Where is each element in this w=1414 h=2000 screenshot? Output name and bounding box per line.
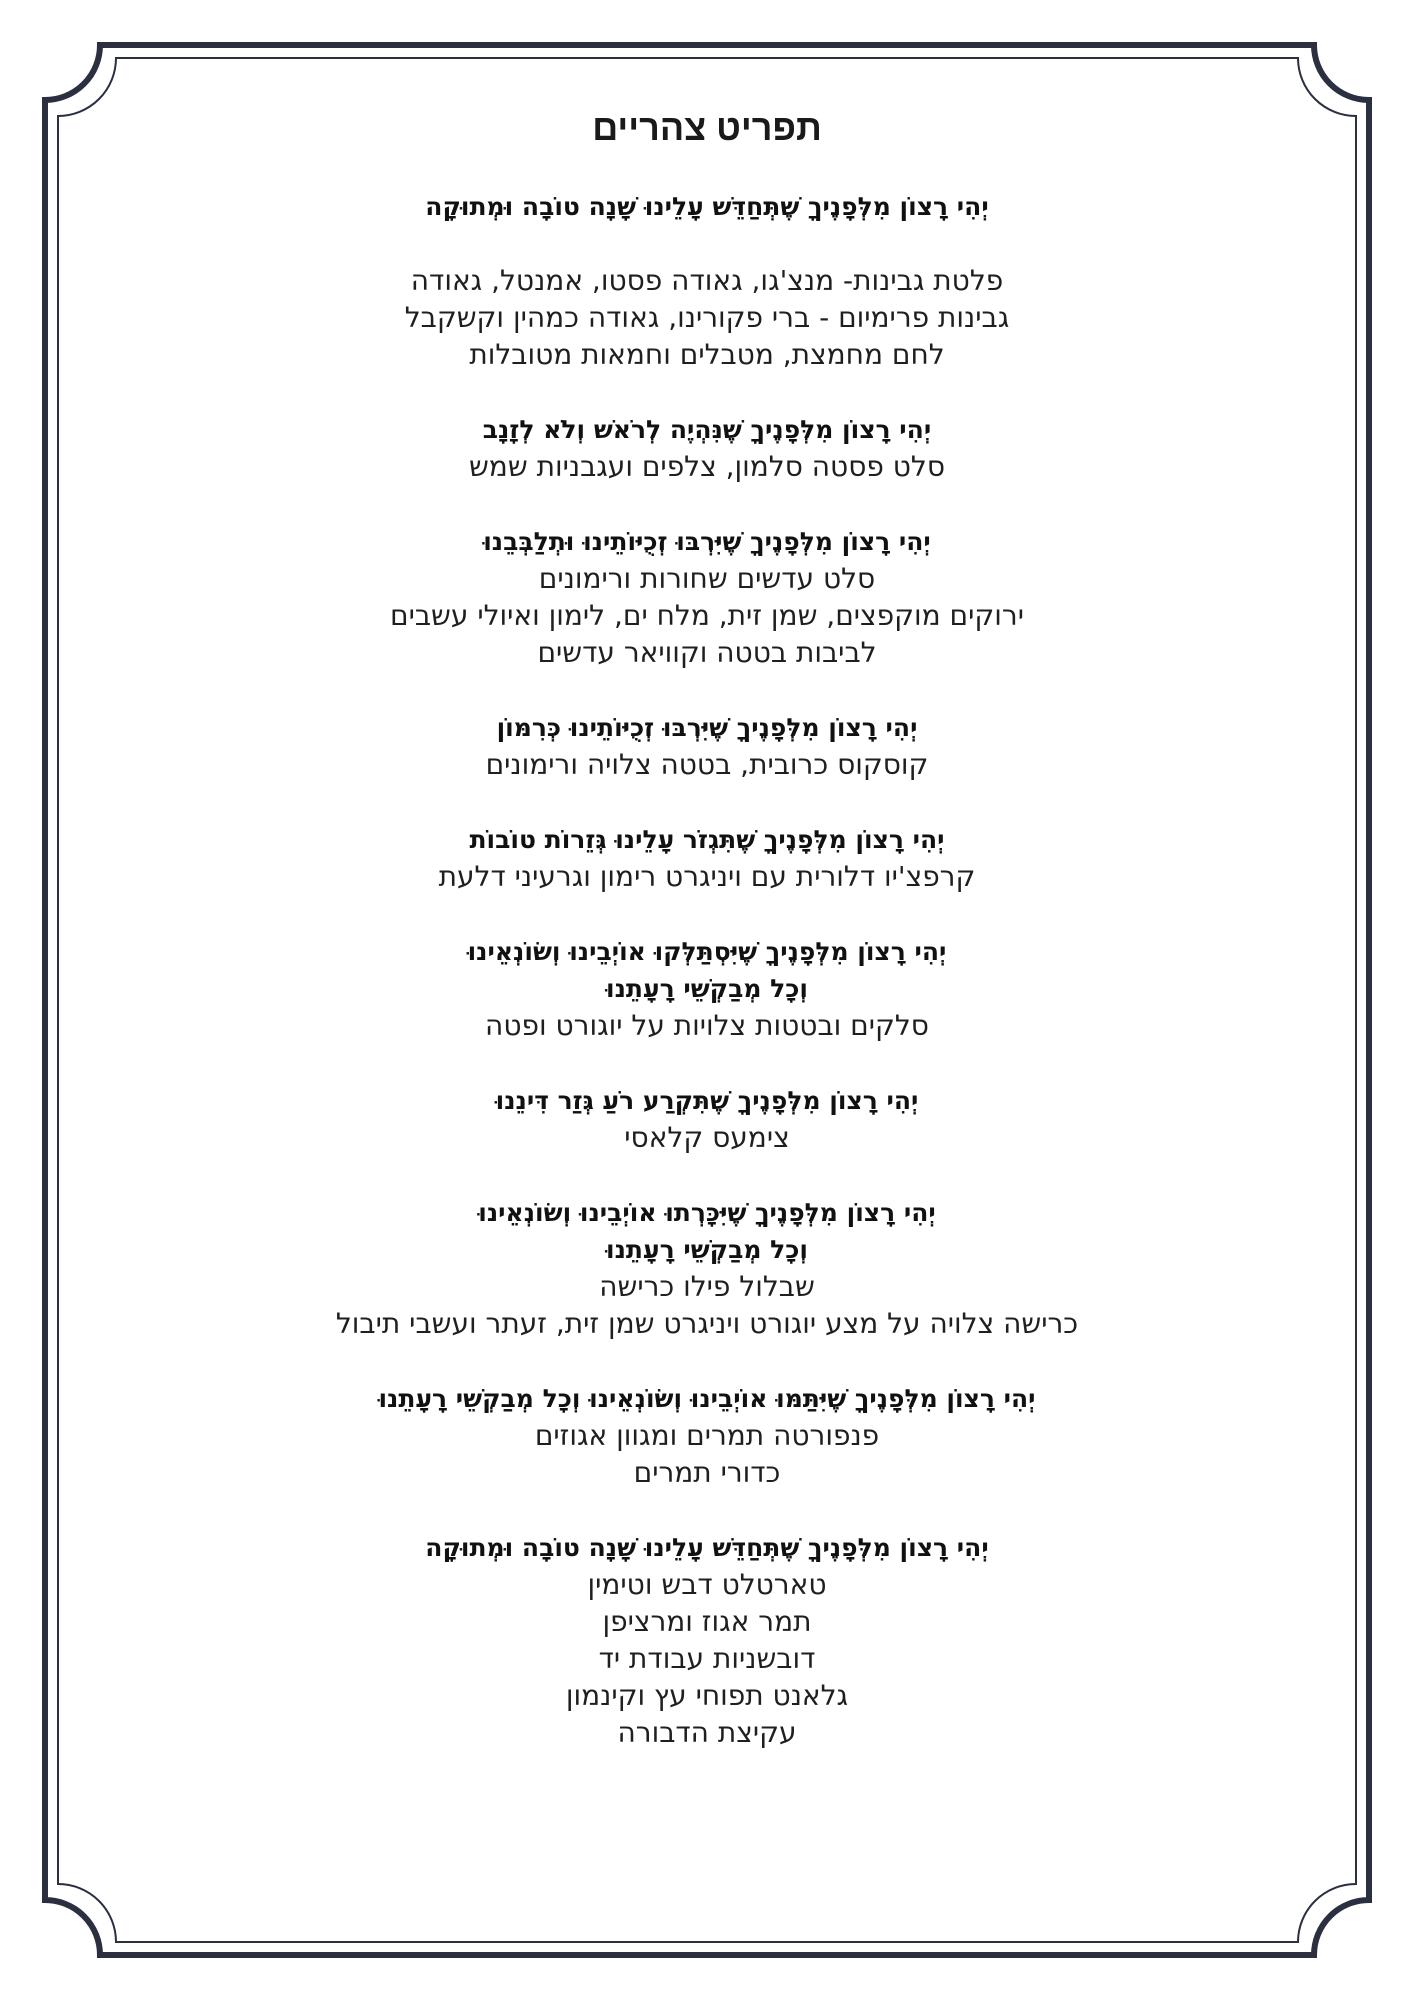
blessing-line: יְהִי רָצוֹן מִלְּפָנֶיךָ שֶׁיִּסְתַּלְּקוּ אוֹיְבֵינוּ וְשׂוֹנְאֵינוּ xyxy=(467,937,947,966)
dish-item: גבינות פרימיום - ברי פקורינו, גאודה כמהין וקשקבל xyxy=(404,301,1010,334)
dish-item: ירוקים מוקפצים, שמן זית, מלח ים, לימון ואיולי עשבים xyxy=(390,599,1024,632)
menu-content xyxy=(150,104,1264,1789)
dish-item: צימעס קלאסי xyxy=(624,1121,790,1154)
blessing-line: יְהִי רָצוֹן מִלְּפָנֶיךָ שֶׁתִּגְזֹר עָלֵינוּ גְּזֵרוֹת טוֹבוֹת xyxy=(469,825,945,854)
blessing-line: וְכָל מְבַקְשֵׁי רָעָתֵנוּ xyxy=(606,974,808,1003)
dish-item: שבלול פילו כרישה xyxy=(599,1270,815,1303)
menu-section xyxy=(150,1194,1264,1342)
blessing-line: יְהִי רָצוֹן מִלְּפָנֶיךָ שֶׁיִּתַּמּוּ אוֹיְבֵינוּ וְשׂוֹנְאֵינוּ וְכָל מְבַקְשֵׁי רָעָתֵנוּ xyxy=(378,1384,1036,1413)
dish-item: קוסקוס כרובית, בטטה צלויה ורימונים xyxy=(485,748,929,781)
menu-section xyxy=(150,411,1264,485)
blessing-line: יְהִי רָצוֹן מִלְּפָנֶיךָ שֶׁיִּרְבּוּ זְכֻיּוֹתֵינוּ כְּרִמּוֹן xyxy=(496,713,918,742)
menu-section xyxy=(150,188,1264,373)
dish-item: תמר אגוז ומרציפן xyxy=(602,1605,812,1638)
dish-item: קרפצ'יו דלורית עם ויניגרט רימון וגרעיני דלעת xyxy=(438,860,976,893)
blessing-line: יְהִי רָצוֹן מִלְּפָנֶיךָ שֶׁיִּכָּרְתוּ אוֹיְבֵינוּ וְשׂוֹנְאֵינוּ xyxy=(478,1198,936,1227)
dish-item: טארטלט דבש וטימין xyxy=(587,1568,827,1601)
dish-item: דובשניות עבודת יד xyxy=(598,1642,816,1675)
dish-item: גלאנט תפוחי עץ וקינמון xyxy=(565,1679,849,1712)
menu-section xyxy=(150,523,1264,671)
dish-item: סלט פסטה סלמון, צלפים ועגבניות שמש xyxy=(468,450,946,483)
menu-section xyxy=(150,821,1264,895)
menu-section xyxy=(150,709,1264,783)
menu-section xyxy=(150,1082,1264,1156)
dish-item: לביבות בטטה וקוויאר עדשים xyxy=(537,636,877,669)
dish-item: סלקים ובטטות צלויות על יוגורט ופטה xyxy=(485,1009,929,1042)
dish-item: עקיצת הדבורה xyxy=(617,1716,797,1749)
blessing-line: יְהִי רָצוֹן מִלְּפָנֶיךָ שֶׁיִּרְבּוּ זְכֻיּוֹתֵינוּ וּתְלַבְּבֵנוּ xyxy=(483,527,931,556)
menu-section xyxy=(150,1380,1264,1491)
blessing-line: וְכָל מְבַקְשֵׁי רָעָתֵנוּ xyxy=(606,1235,808,1264)
dish-item: פלטת גבינות- מנצ'גו, גאודה פסטו, אמנטל, גאודה xyxy=(410,264,1004,297)
menu-sections xyxy=(150,188,1264,1751)
dish-item: כרישה צלויה על מצע יוגורט ויניגרט שמן זית, זעתר ועשבי תיבול xyxy=(335,1307,1079,1340)
dish-item: כדורי תמרים xyxy=(633,1456,781,1489)
dish-item: לחם מחמצת, מטבלים וחמאות מטובלות xyxy=(469,338,945,371)
menu-section xyxy=(150,1529,1264,1751)
blessing-line: יְהִי רָצוֹן מִלְּפָנֶיךָ שֶׁתְּחַדֵּשׁ עָלֵינוּ שָׁנָה טוֹבָה וּמְתוּקָה xyxy=(425,192,989,221)
menu-section xyxy=(150,933,1264,1044)
dish-item: סלט עדשים שחורות ורימונים xyxy=(538,562,876,595)
blessing-line: יְהִי רָצוֹן מִלְּפָנֶיךָ שֶׁנִּהְיֶה לְרֹאשׁ וְלֹא לְזָנָב xyxy=(482,415,932,444)
spacer xyxy=(150,225,1264,262)
blessing-line: יְהִי רָצוֹן מִלְּפָנֶיךָ שֶׁתִּקְרַע רֹעַ גְּזַר דִּינֵנוּ xyxy=(495,1086,919,1115)
blessing-line: יְהִי רָצוֹן מִלְּפָנֶיךָ שֶׁתְּחַדֵּשׁ עָלֵינוּ שָׁנָה טוֹבָה וּמְתוּקָה xyxy=(425,1533,989,1562)
menu-title: תפריט צהריים xyxy=(592,107,822,148)
dish-item: פנפורטה תמרים ומגוון אגוזים xyxy=(534,1419,880,1452)
